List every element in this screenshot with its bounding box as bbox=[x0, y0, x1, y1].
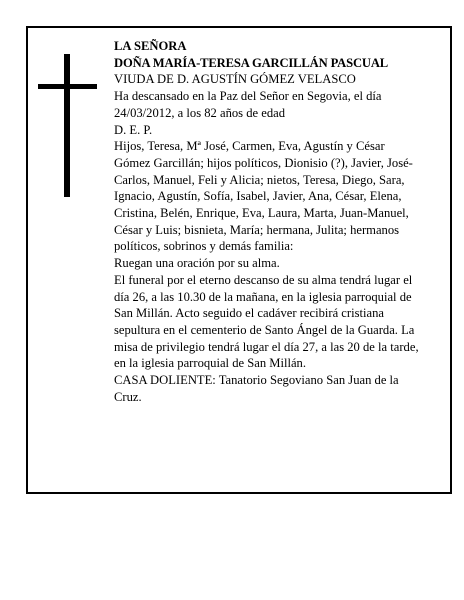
notice-text bbox=[114, 38, 420, 405]
notice-title: LA SEÑORA bbox=[114, 39, 187, 53]
funeral-details: El funeral por el eterno descanso de su alma tendrá lugar el día 26, a las 10.30 de la mañana, en la iglesia parroquial de San Millán. Acto seguido el cadáver recibirá cristiana sepultura en el cementerio de Santo Ángel de la Guarda. La misa de privilegio tendrá lugar el día 27, a las 20 de la tarde, en la iglesia parroquial de San Millán. bbox=[114, 272, 419, 371]
widow-line: VIUDA DE D. AGUSTÍN GÓMEZ VELASCO bbox=[114, 72, 356, 87]
prayer-request: Ruegan una oración por su alma. bbox=[114, 256, 280, 271]
passing-details: Ha descansado en la Paz del Señor en Segovia, el día 24/03/2012, a los 82 años de edad bbox=[114, 89, 382, 120]
deceased-name: DOÑA MARÍA-TERESA GARCILLÁN PASCUAL bbox=[114, 55, 389, 70]
dep-line: D. E. P. bbox=[114, 122, 153, 137]
house-of-mourning: CASA DOLIENTE: Tanatorio Segoviano San Juan de la Cruz. bbox=[114, 373, 399, 404]
family-list: Hijos, Teresa, Mª José, Carmen, Eva, Agustín y César Gómez Garcillán; hijos políticos, Dionisio (?), Javier, José-Carlos, Manuel, Feli y Alicia; nietos, Teresa, Diego, Sara, Ignacio, Agustín, Sofía, Isabel, Javier, Ana, César, Elena, Cristina, Belén, Enrique, Eva, Laura, Marta, Juan-Manuel, César y Luis; bisnieta, María; hermana, Julita; hermanos políticos, sobrinos y demás familia: bbox=[114, 139, 413, 254]
cross-vertical-bar bbox=[64, 54, 70, 197]
cross-horizontal-bar bbox=[38, 84, 97, 89]
